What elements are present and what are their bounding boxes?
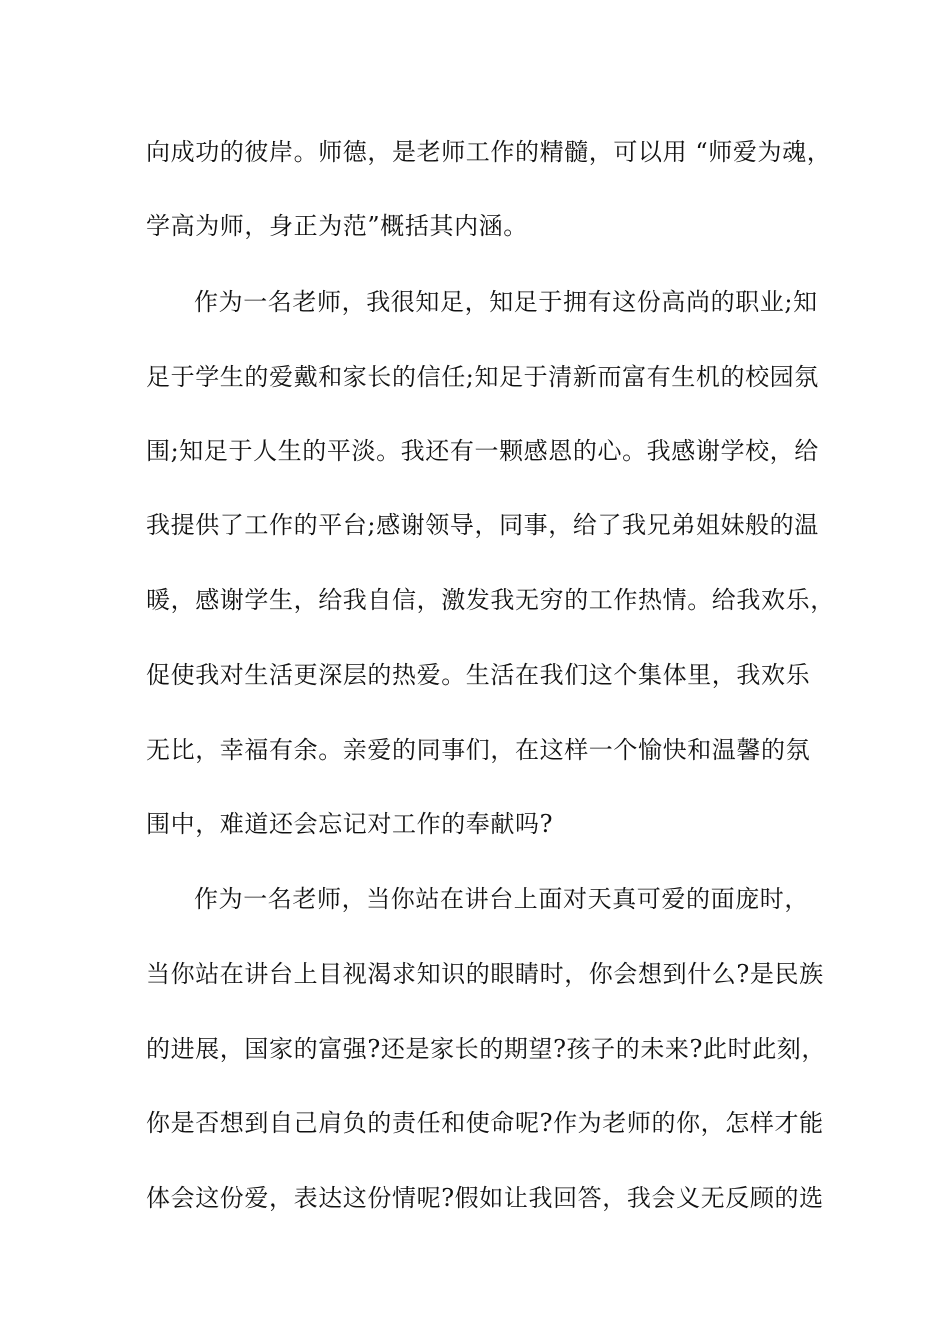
text-line: 学高为师，身正为范”概括其内涵。 bbox=[146, 212, 528, 240]
text-line: 你是否想到自己肩负的责任和使命呢?作为老师的你，怎样才能 bbox=[146, 1109, 824, 1137]
text-line: 向成功的彼岸。师德，是老师工作的精髓，可以用 “师爱为魂， bbox=[146, 138, 832, 166]
text-line: 的进展，国家的富强?还是家长的期望?孩子的未来?此时此刻， bbox=[146, 1035, 826, 1063]
text-line: 当你站在讲台上目视渴求知识的眼睛时，你会想到什么?是民族 bbox=[146, 960, 824, 988]
text-line: 促使我对生活更深层的热爱。生活在我们这个集体里，我欢乐 bbox=[146, 661, 811, 689]
text-line: 围;知足于人生的平淡。我还有一颗感恩的心。我感谢学校，给 bbox=[146, 437, 819, 465]
text-line: 围中，难道还会忘记对工作的奉献吗? bbox=[146, 810, 554, 838]
text-line: 暖，感谢学生，给我自信，激发我无穷的工作热情。给我欢乐， bbox=[146, 586, 835, 614]
paragraph-first-line: 作为一名老师，当你站在讲台上面对天真可爱的面庞时， bbox=[194, 885, 809, 913]
paragraph-first-line: 作为一名老师，我很知足，知足于拥有这份高尚的职业;知 bbox=[194, 288, 818, 316]
text-line: 足于学生的爱戴和家长的信任;知足于清新而富有生机的校园氛 bbox=[146, 363, 819, 391]
text-line: 我提供了工作的平台;感谢领导，同事，给了我兄弟姐妹般的温 bbox=[146, 511, 819, 539]
text-line: 无比，幸福有余。亲爱的同事们，在这样一个愉快和温馨的氛 bbox=[146, 736, 811, 764]
text-line: 体会这份爱，表达这份情呢?假如让我回答，我会义无反顾的选 bbox=[146, 1184, 824, 1212]
